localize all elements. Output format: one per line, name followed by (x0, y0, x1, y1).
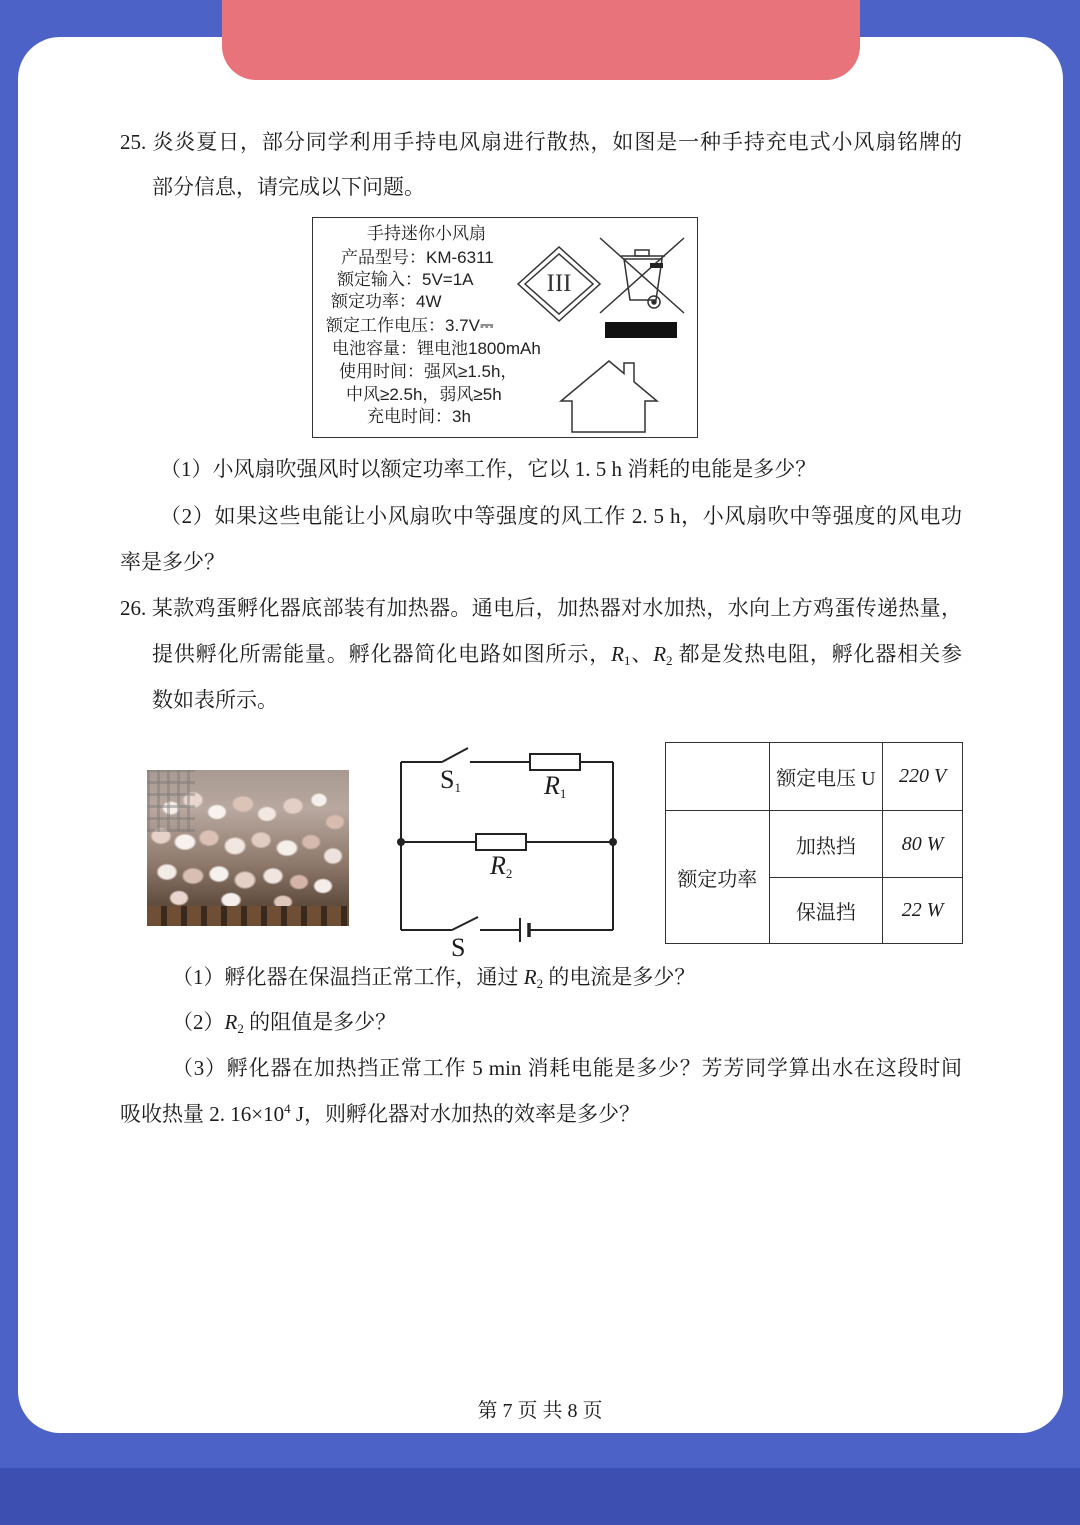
resistor-r2-label (490, 852, 512, 882)
resistor-symbol: R (611, 642, 624, 666)
junction-dot (609, 838, 617, 846)
q25-stem-line2: 部分信息，请完成以下问题。 (152, 175, 425, 199)
subscript: 1 (623, 653, 631, 668)
rated-voltage-value: 220 V (883, 743, 963, 811)
header-tab (222, 0, 860, 80)
resistor-r1 (530, 754, 580, 770)
subscript: 1 (559, 786, 567, 801)
nameplate-battery-capacity: 电池容量：锂电池1800mAh (332, 339, 541, 358)
q26-stem-line2 (152, 639, 962, 669)
q26-stem-line3: 数如表所示。 (152, 688, 278, 712)
subscript: 1 (454, 780, 461, 795)
switch-s-blade (452, 917, 478, 930)
text-segment: 、 (630, 642, 654, 666)
text-segment: 的电流是多少？ (543, 965, 696, 989)
heating-mode-label: 加热挡 (769, 811, 883, 878)
switch-s1-label (440, 766, 461, 796)
chicks-incubator-photo (147, 770, 349, 926)
crossed-bin-icon (600, 238, 684, 313)
black-bar-icon (605, 322, 677, 338)
class-iii-label: III (546, 270, 572, 297)
resistor-symbol: R (653, 642, 667, 666)
text-segment: 提供孵化所需能量。孵化器简化电路如图所示， (152, 642, 612, 666)
q26-part3-line2 (120, 1099, 640, 1129)
warming-mode-value: 22 W (883, 878, 963, 944)
nameplate-symbols (313, 218, 699, 439)
table-cell-empty (666, 743, 770, 811)
rated-voltage-label: 额定电压 U (769, 743, 883, 811)
text-segment: 吸收热量 2. 16×10 (120, 1102, 285, 1126)
q26-part1 (172, 962, 695, 992)
q26-part3-line1: （3）孵化器在加热挡正常工作 5 min 消耗电能是多少？芳芳同学算出水在这段时间 (172, 1056, 962, 1080)
subscript: 2 (666, 653, 673, 668)
resistor-symbol: R (544, 771, 560, 800)
subscript: 2 (505, 866, 513, 881)
house-icon (561, 361, 657, 432)
text-segment: （1）孵化器在保温挡正常工作，通过 (172, 965, 524, 989)
superscript: 4 (284, 1101, 291, 1116)
nameplate-usage-time-cont: 中风≥2.5h，弱风≥5h (346, 385, 502, 404)
warming-mode-label: 保温挡 (769, 878, 883, 944)
nameplate-rated-input: 额定输入：5V=1A (337, 270, 474, 289)
page-number: 第 7 页 共 8 页 (477, 1400, 603, 1422)
nameplate-working-voltage: 额定工作电压：3.7V⎓ (326, 316, 494, 335)
incubator-tray (147, 906, 349, 926)
text-segment: （2） (172, 1010, 225, 1034)
resistor-r2 (476, 834, 526, 850)
incubator-circuit-diagram (390, 740, 630, 960)
rated-power-label: 额定功率 (666, 811, 770, 944)
nameplate-model: 产品型号：KM-6311 (341, 248, 494, 267)
text-segment: 都是发热电阻，孵化器相关参 (672, 642, 962, 666)
switch-s1-blade (442, 748, 468, 762)
q25-part2-line2: 率是多少？ (120, 550, 225, 574)
text-segment: J，则孵化器对水加热的效率是多少？ (290, 1102, 641, 1126)
q25-part2-line1: （2）如果这些电能让小风扇吹中等强度的风工作 2. 5 h，小风扇吹中等强度的风电功 (160, 504, 962, 528)
nameplate-charge-time: 充电时间：3h (367, 407, 471, 426)
q26-stem-line1: 26. 某款鸡蛋孵化器底部装有加热器。通电后，加热器对水加热，水向上方鸡蛋传递热量， (120, 596, 962, 620)
junction-dot (397, 838, 405, 846)
resistor-r1-label (544, 772, 566, 802)
cage-grid (147, 770, 195, 832)
q25-part1: （1）小风扇吹强风时以额定功率工作，它以 1. 5 h 消耗的电能是多少？ (160, 457, 817, 481)
bottom-frame-band (0, 1468, 1080, 1525)
resistor-symbol: R (490, 851, 506, 880)
fan-nameplate (312, 217, 698, 438)
resistor-symbol: R (523, 965, 537, 989)
switch-symbol: S (440, 765, 455, 794)
nameplate-title: 手持迷你小风扇 (367, 224, 486, 243)
q25-stem-line1: 25. 炎炎夏日，部分同学利用手持电风扇进行散热，如图是一种手持充电式小风扇铭牌的 (120, 130, 962, 154)
subscript: 2 (536, 976, 544, 991)
incubator-parameter-table (665, 742, 963, 944)
text-segment: 的阻值是多少？ (243, 1010, 397, 1034)
subscript: 2 (237, 1021, 244, 1036)
heating-mode-value: 80 W (883, 811, 963, 878)
resistor-symbol: R (224, 1010, 238, 1034)
switch-s-label: S (451, 933, 466, 962)
nameplate-usage-time: 使用时间：强风≥1.5h， (339, 362, 518, 381)
nameplate-rated-power: 额定功率：4W (331, 292, 442, 311)
q26-part2 (172, 1007, 396, 1037)
